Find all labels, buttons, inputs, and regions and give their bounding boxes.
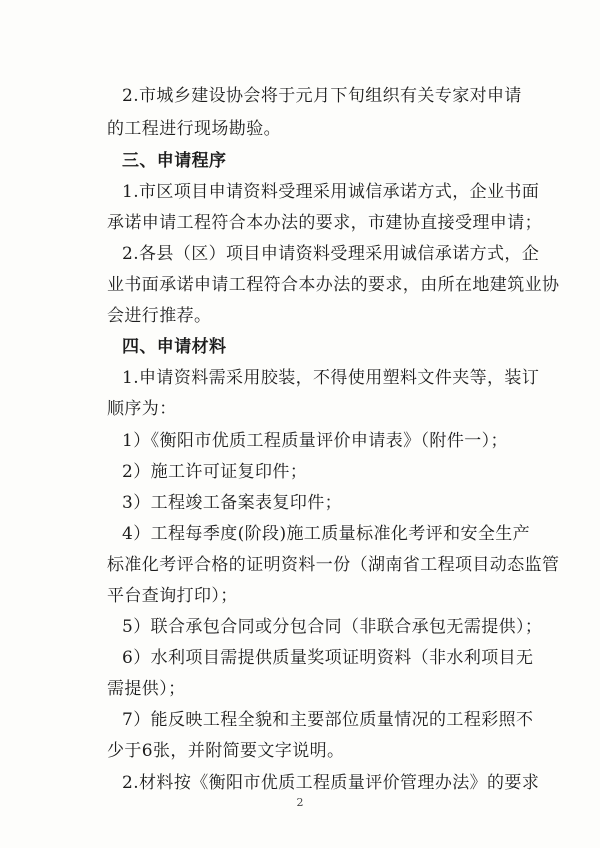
- list-item-continued: 标准化考评合格的证明资料一份（湖南省工程项目动态监管: [107, 555, 560, 575]
- list-item: 3）工程竣工备案表复印件；: [122, 493, 343, 513]
- list-item-continued: 少于6张，并附简要文字说明。: [107, 741, 345, 761]
- paragraph-line: 会进行推荐。: [107, 306, 212, 326]
- page-number: 2: [296, 796, 304, 809]
- paragraph-line: 1.申请资料需采用胶装，不得使用塑料文件夹等，装订: [122, 368, 540, 388]
- paragraph-line: 的工程进行现场勘验。: [107, 119, 281, 139]
- list-item-continued: 需提供）；: [107, 679, 186, 699]
- paragraph-line: 2.材料按《衡阳市优质工程质量评价管理办法》的要求: [122, 773, 540, 793]
- list-item: 6）水利项目需提供质量奖项证明资料（非水利项目无: [122, 648, 534, 668]
- paragraph-line: 承诺申请工程符合本办法的要求，市建协直接受理申请；: [107, 213, 542, 233]
- list-item-continued: 平台查询打印）；: [107, 586, 238, 606]
- paragraph-line: 1.市区项目申请资料受理采用诚信承诺方式，企业书面: [122, 182, 540, 202]
- list-item: 4）工程每季度(阶段)施工质量标准化考评和安全生产: [122, 524, 531, 544]
- list-item: 1）《衡阳市优质工程质量评价申请表》（附件一）；: [122, 431, 508, 451]
- section-heading-materials: 四、申请材料: [122, 337, 227, 357]
- paragraph-line: 2.市城乡建设协会将于元月下旬组织有关专家对申请: [122, 86, 522, 106]
- list-item: 5）联合承包合同或分包合同（非联合承包无需提供）；: [122, 617, 543, 637]
- list-item: 7）能反映工程全貌和主要部位质量情况的工程彩照不: [122, 710, 534, 730]
- paragraph-line: 2.各县（区）项目申请资料受理采用诚信承诺方式，企: [122, 244, 540, 264]
- section-heading-procedure: 三、申请程序: [122, 151, 227, 171]
- paragraph-line: 顺序为：: [107, 399, 177, 419]
- paragraph-line: 业书面承诺申请工程符合本办法的要求，由所在地建筑业协: [107, 275, 560, 295]
- list-item: 2）施工许可证复印件；: [122, 462, 308, 482]
